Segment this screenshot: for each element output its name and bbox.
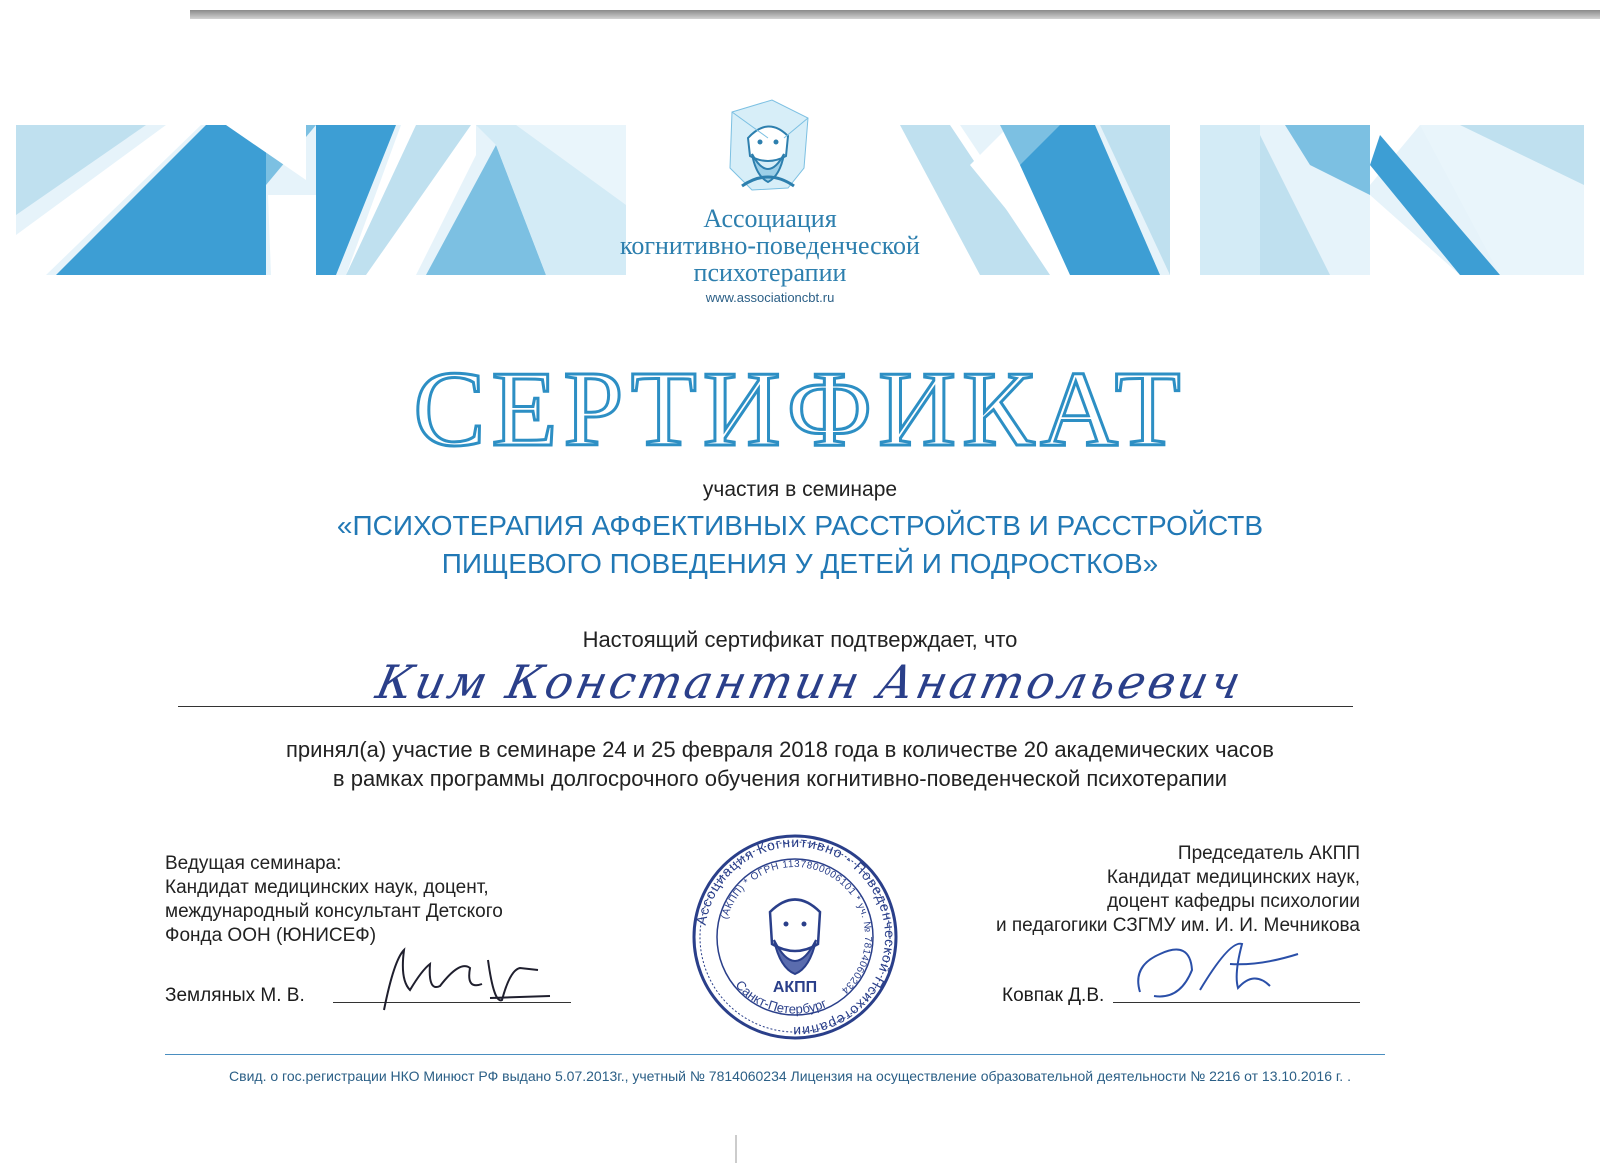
footer-divider — [165, 1054, 1385, 1055]
organization-url[interactable]: www.associationcbt.ru — [705, 290, 835, 305]
chairman-signature — [1130, 930, 1310, 1010]
certificate-title: СЕРТИФИКАТ — [413, 350, 1187, 469]
seminar-title-line: ПИЩЕВОГО ПОВЕДЕНИЯ У ДЕТЕЙ И ПОДРОСТКОВ» — [441, 548, 1159, 579]
confirm-text: Настоящий сертификат подтверждает, что — [582, 627, 1018, 652]
chairman-line: Председатель АКПП — [1177, 843, 1360, 864]
scan-artifact — [735, 1135, 737, 1163]
seminar-title-line: «ПСИХОТЕРАПИЯ АФФЕКТИВНЫХ РАССТРОЙСТВ И РАССТРОЙСТВ — [336, 510, 1264, 541]
participation-text — [0, 735, 1560, 793]
leader-signature-name: Земляных М. В. — [165, 985, 305, 1006]
organization-name-line: Ассоциация — [703, 204, 837, 233]
participation-line: в рамках программы долгосрочного обучения когнитивно-поведенческой психотерапии — [332, 766, 1228, 791]
certificate-subtitle: участия в семинаре — [702, 478, 898, 501]
seal-outer-text: Ассоциация Когнитивно - Поведенческой Психотерапии — [692, 833, 899, 1041]
seal-city: Санкт-Петербург — [732, 977, 829, 1017]
organization-name-line: когнитивно-поведенческой — [620, 231, 920, 260]
seminar-title — [0, 507, 1600, 583]
organization-name — [540, 205, 1000, 286]
leader-line: Ведущая семинара: — [165, 853, 342, 874]
leader-line: Кандидат медицинских наук, доцент, — [165, 877, 489, 898]
leader-line: Фонда ООН (ЮНИСЕФ) — [165, 925, 377, 946]
seal-portrait-icon — [770, 900, 820, 975]
participant-name-underline — [178, 706, 1353, 707]
participation-line: принял(а) участие в семинаре 24 и 25 февраля 2018 года в количестве 20 академических часов — [286, 737, 1274, 762]
participant-name: Ким Константин Анатольевич — [371, 655, 1249, 709]
banner-left — [16, 125, 626, 275]
chairman-line: доцент кафедры психологии — [1107, 891, 1360, 912]
chairman-signature-name: Ковпак Д.В. — [1002, 985, 1105, 1006]
chairman-block — [920, 842, 1360, 938]
organization-name-line: психотерапии — [693, 258, 847, 287]
seminar-leader-block — [165, 852, 585, 948]
banner-right — [900, 125, 1584, 275]
footer-registration-text: Свид. о гос.регистрации НКО Минюст РФ выдано 5.07.2013г., учетный № 7814060234 Лицензия на осуществление образовательной деятельности № 2216 от 13.10.2016 г. . — [229, 1068, 1351, 1084]
bearded-portrait-icon — [722, 98, 814, 194]
chairman-line: Кандидат медицинских наук, — [1106, 867, 1360, 888]
seal-center-label: АКПП — [772, 979, 818, 996]
leader-signature — [370, 940, 570, 1020]
svg-text:(АКПП) * ОГРН 1137800006101 * — [719, 859, 873, 996]
seal-inner-text: (АКПП) * ОГРН 1137800006101 * уч. № 7814060234 — [719, 858, 874, 996]
leader-line: международный консультант Детского — [165, 901, 503, 922]
round-stamp — [690, 832, 900, 1042]
top-scan-edge — [190, 10, 1600, 19]
chairman-line: и педагогики СЗГМУ им. И. И. Мечникова — [995, 915, 1360, 936]
